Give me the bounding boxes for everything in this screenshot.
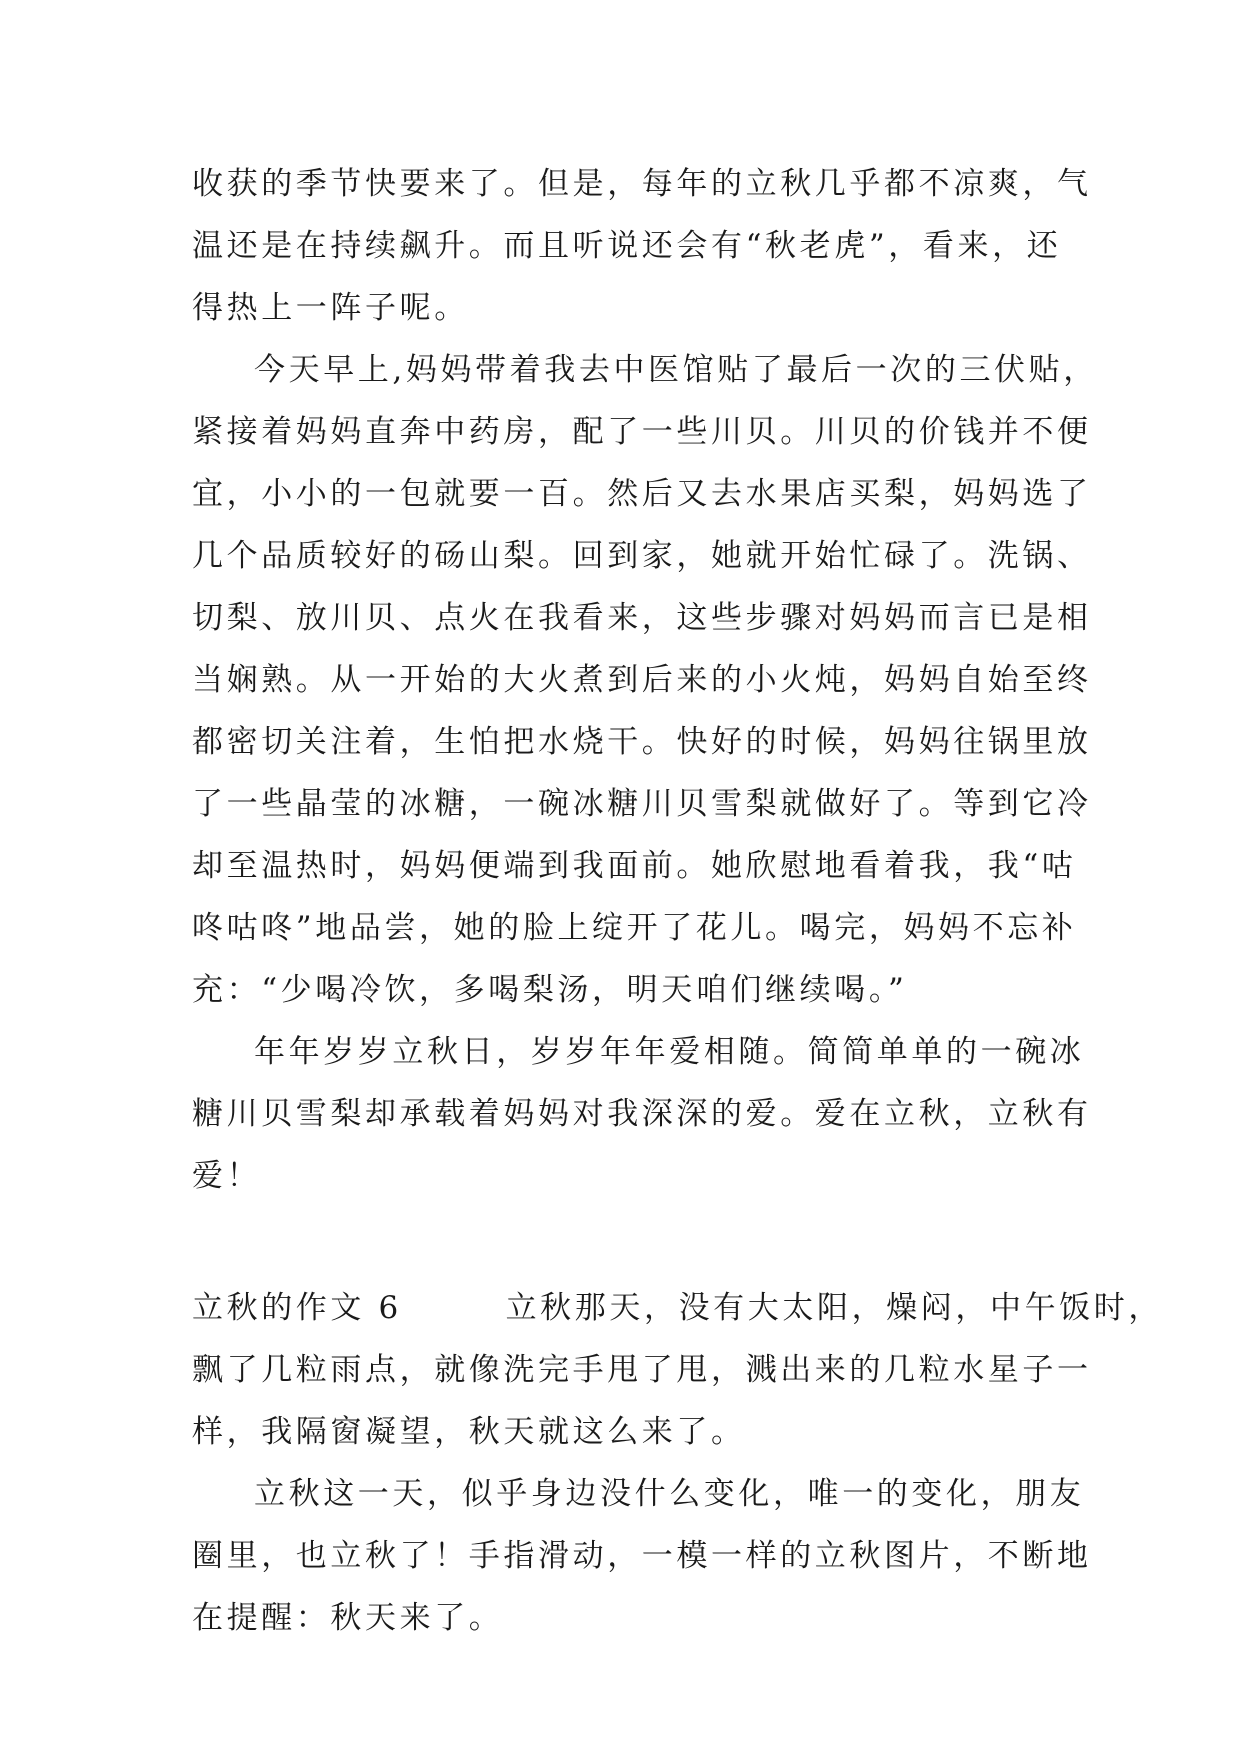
text-line: 了一些晶莹的冰糖，一碗冰糖川贝雪梨就做好了。等到它冷 — [192, 786, 1092, 822]
text-line: 样，我隔窗凝望，秋天就这么来了。 — [192, 1414, 746, 1450]
paragraph-start-line: 今天早上,妈妈带着我去中医馆贴了最后一次的三伏贴， — [254, 352, 1098, 388]
text-line: 切梨、放川贝、点火在我看来，这些步骤对妈妈而言已是相 — [192, 600, 1092, 636]
text-line: 紧接着妈妈直奔中药房，配了一些川贝。川贝的价钱并不便 — [192, 414, 1092, 450]
paragraph-start-line: 年年岁岁立秋日，岁岁年年爱相随。简简单单的一碗冰 — [254, 1034, 1085, 1070]
text-line: 几个品质较好的砀山梨。回到家，她就开始忙碌了。洗锅、 — [192, 538, 1092, 574]
text-line: 爱！ — [192, 1158, 262, 1194]
text-line: 得热上一阵子呢。 — [192, 290, 469, 326]
text-line: 却至温热时，妈妈便端到我面前。她欣慰地看着我，我“咕 — [192, 848, 1077, 884]
text-line: 糖川贝雪梨却承载着妈妈对我深深的爱。爱在立秋，立秋有 — [192, 1096, 1092, 1132]
text-line: 宜，小小的一包就要一百。然后又去水果店买梨，妈妈选了 — [192, 476, 1092, 512]
text-line: 收获的季节快要来了。但是，每年的立秋几乎都不凉爽，气 — [192, 166, 1092, 202]
text-line: 飘了几粒雨点，就像洗完手甩了甩，溅出来的几粒水星子一 — [192, 1352, 1092, 1388]
paragraph-start-line: 立秋这一天，似乎身边没什么变化，唯一的变化，朋友 — [254, 1476, 1085, 1512]
text-line: 在提醒：秋天来了。 — [192, 1600, 504, 1636]
essay-title-line: 立秋的作文 6 立秋那天，没有大太阳，燥闷，中午饭时， — [192, 1290, 1163, 1326]
text-line: 温还是在持续飙升。而且听说还会有“秋老虎”，看来，还 — [192, 228, 1062, 264]
text-line: 都密切关注着，生怕把水烧干。快好的时候，妈妈往锅里放 — [192, 724, 1092, 760]
text-line: 咚咕咚”地品尝，她的脸上绽开了花儿。喝完，妈妈不忘补 — [192, 910, 1077, 946]
text-line: 充：“少喝冷饮，多喝梨汤，明天咱们继续喝。” — [192, 972, 908, 1008]
text-line: 圈里，也立秋了！手指滑动，一模一样的立秋图片，不断地 — [192, 1538, 1092, 1574]
text-line: 当娴熟。从一开始的大火煮到后来的小火炖，妈妈自始至终 — [192, 662, 1092, 698]
